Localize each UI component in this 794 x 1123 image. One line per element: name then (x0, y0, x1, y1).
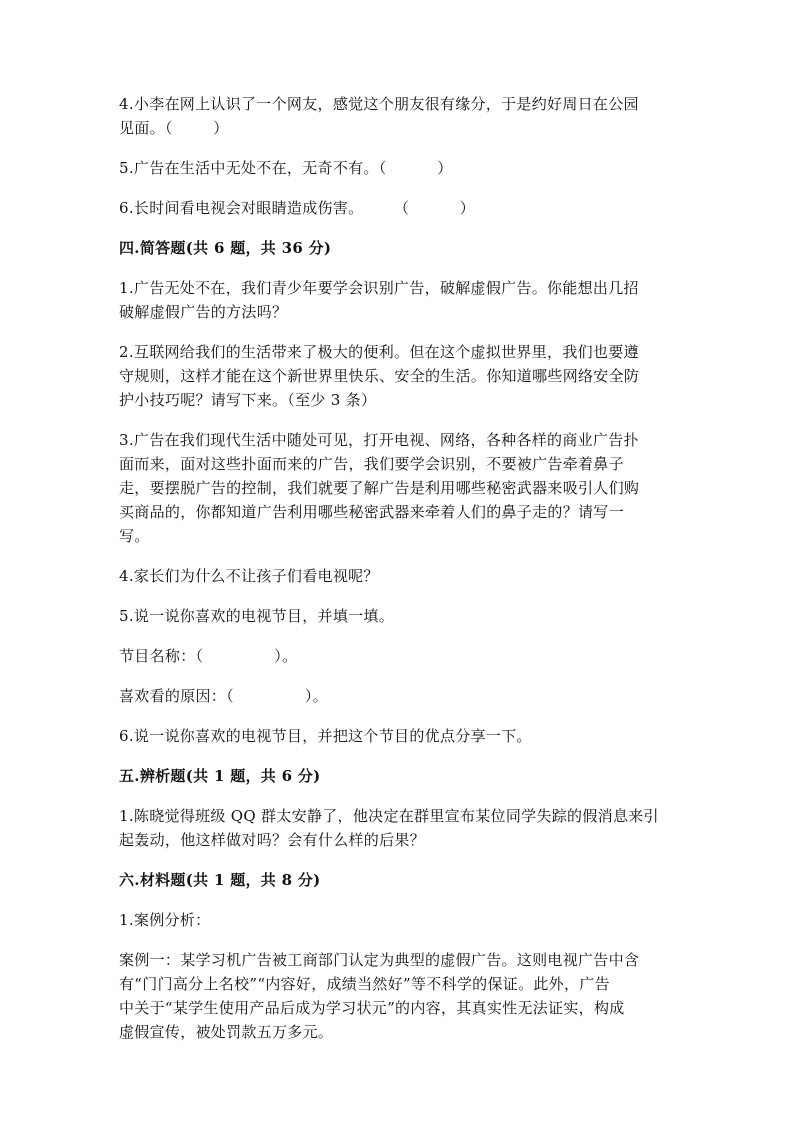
analysis-question-1 (119, 804, 679, 852)
sa-q1-line2: 破解虚假广告的方法吗？ (119, 303, 288, 321)
sa-q3-line2: 面而来，面对这些扑面而来的广告，我们要学会识别，不要被广告牵着鼻子 (119, 455, 624, 473)
section-5-title: 五.辨析题(共 1 题，共 6 分) (119, 767, 321, 785)
fill-program-name: 节目名称：（ ）。 (119, 647, 298, 665)
case-line2: 有“门门高分上名校”“内容好，成绩当然好”等不科学的保证。此外，广告 (119, 975, 610, 993)
an-q1-line1: 1.陈晓觉得班级 QQ 群太安静了，他决定在群里宣布某位同学失踪的假消息来引 (119, 807, 659, 825)
short-answer-question-1 (119, 276, 679, 324)
sa-q2-line1: 2.互联网给我们的生活带来了极大的便利。但在这个虚拟世界里，我们也要遵 (119, 343, 639, 361)
short-answer-question-3 (119, 428, 679, 548)
sa-q1-line1: 1.广告无处不在，我们青少年要学会识别广告，破解虚假广告。你能想出几招 (119, 279, 639, 297)
case-line1: 案例一：某学习机广告被工商部门认定为典型的虚假广告。这则电视广告中含 (119, 951, 640, 969)
judge-question-5: 5.广告在生活中无处不在，无奇不有。（ ） (119, 159, 453, 177)
case-study-text (119, 948, 679, 1044)
judge-q4-line1: 4.小李在网上认识了一个网友，感觉这个朋友很有缘分，于是约好周日在公园 (119, 95, 639, 113)
fill-reason: 喜欢看的原因：（ ）。 (119, 687, 328, 705)
sa-q2-line2: 守规则，这样才能在这个新世界里快乐、安全的生活。你知道哪些网络安全防 (119, 367, 640, 385)
judge-question-6: 6.长时间看电视会对眼睛造成伤害。 （ ） (119, 199, 476, 217)
case-line3: 中关于“某学生使用产品后成为学习状元”的内容，其真实性无法证实，构成 (119, 999, 625, 1017)
judge-question-4 (119, 92, 679, 140)
judge-q4-line2: 见面。（ ） (119, 119, 229, 137)
sa-q3-line4: 买商品的，你都知道广告利用哪些秘密武器来牵着人们的鼻子走的？请写一 (119, 503, 624, 521)
case-line4: 虚假宣传，被处罚款五万多元。 (119, 1023, 334, 1041)
section-6-title: 六.材料题(共 1 题，共 8 分) (119, 871, 321, 889)
an-q1-line2: 起轰动，他这样做对吗？会有什么样的后果？ (119, 831, 426, 849)
sa-q3-line1: 3.广告在我们现代生活中随处可见，打开电视、网络，各种各样的商业广告扑 (119, 431, 639, 449)
short-answer-question-6: 6.说一说你喜欢的电视节目，并把这个节目的优点分享一下。 (119, 727, 532, 745)
exam-page (119, 92, 679, 1044)
section-4-title: 四.简答题(共 6 题，共 36 分) (119, 239, 332, 257)
sa-q2-line3: 护小技巧呢？请写下来。（至少 3 条） (119, 391, 377, 409)
short-answer-question-5: 5.说一说你喜欢的电视节目，并填一填。 (119, 607, 395, 625)
short-answer-question-2 (119, 340, 679, 412)
sa-q3-line5: 写。 (119, 527, 150, 545)
material-question-1: 1.案例分析： (119, 911, 211, 929)
sa-q3-line3: 走，要摆脱广告的控制，我们就要了解广告是利用哪些秘密武器来吸引人们购 (119, 479, 640, 497)
short-answer-question-4: 4.家长们为什么不让孩子们看电视呢？ (119, 567, 379, 585)
